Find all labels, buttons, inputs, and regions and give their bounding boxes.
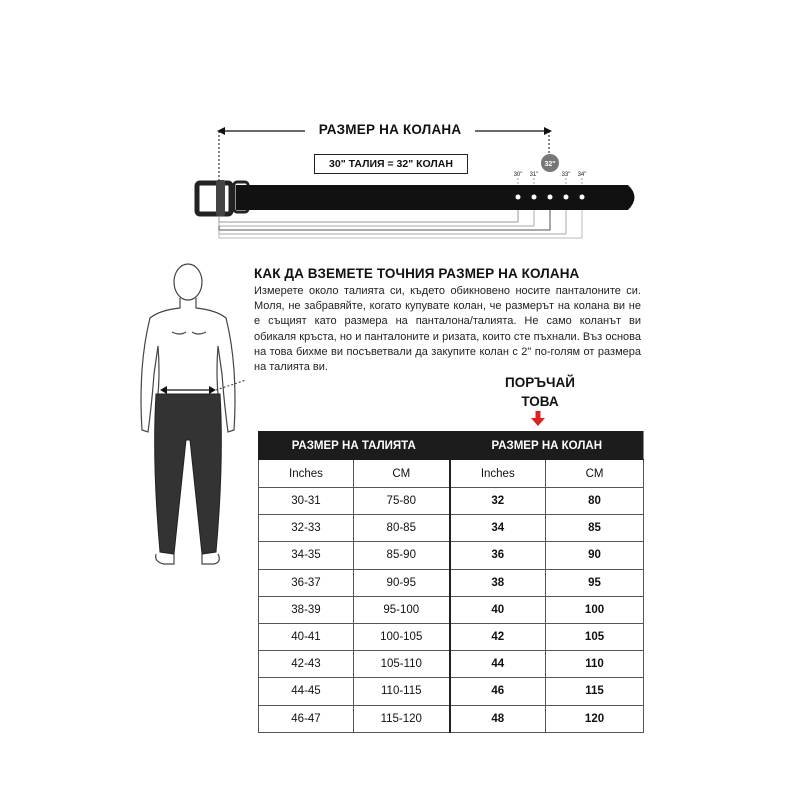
table-row — [259, 596, 644, 623]
belt-cm-cell: 85 — [546, 515, 644, 542]
waist-inches-cell: 30-31 — [259, 488, 354, 515]
size-guide-lines — [219, 210, 582, 238]
waist-inches-cell: 34-35 — [259, 542, 354, 569]
belt-cm-cell: 80 — [546, 488, 644, 515]
waist-size-header: РАЗМЕР НА ТАЛИЯТА — [259, 432, 450, 460]
table-row — [259, 488, 644, 515]
waist-inches-cell: 32-33 — [259, 515, 354, 542]
belt-inches-cell: 36 — [450, 542, 546, 569]
belt-inches-cell: 34 — [450, 515, 546, 542]
table-row — [259, 651, 644, 678]
size-table — [258, 431, 644, 733]
waist-inches-cell: 38-39 — [259, 596, 354, 623]
hole-label-31: 31" — [529, 172, 539, 178]
waist-inches-cell: 44-45 — [259, 678, 354, 705]
belt-length-arrow — [217, 127, 552, 238]
belt-cm-cell: 105 — [546, 623, 644, 650]
waist-cm-cell: 75-80 — [354, 488, 450, 515]
unit-header: Inches — [259, 460, 354, 488]
waist-inches-cell: 46-47 — [259, 705, 354, 732]
hole-label-30: 30" — [513, 172, 523, 178]
waist-cm-cell: 95-100 — [354, 596, 450, 623]
down-arrow-icon — [531, 411, 545, 426]
waist-cm-cell: 80-85 — [354, 515, 450, 542]
pants — [155, 394, 222, 554]
table-row — [259, 705, 644, 732]
waist-cm-cell: 115-120 — [354, 705, 450, 732]
table-row — [259, 678, 644, 705]
waist-cm-cell: 110-115 — [354, 678, 450, 705]
belt-inches-cell: 40 — [450, 596, 546, 623]
belt-cm-cell: 115 — [546, 678, 644, 705]
belt-strap — [236, 185, 635, 210]
belt-size-title: РАЗМЕР НА КОЛАНА — [305, 122, 475, 137]
waist-inches-cell: 36-37 — [259, 569, 354, 596]
order-this-label: ПОРЪЧАЙ ТОВА — [505, 375, 575, 409]
unit-header: CM — [546, 460, 644, 488]
person-figure — [130, 262, 250, 582]
belt-inches-cell: 38 — [450, 569, 546, 596]
table-row — [259, 569, 644, 596]
table-row — [259, 515, 644, 542]
instructions-title: КАК ДА ВЗЕМЕТЕ ТОЧНИЯ РАЗМЕР НА КОЛАНА — [254, 266, 580, 281]
unit-header: CM — [354, 460, 450, 488]
belt-inches-cell: 44 — [450, 651, 546, 678]
belt-inches-cell: 48 — [450, 705, 546, 732]
unit-header: Inches — [450, 460, 546, 488]
belt-cm-cell: 110 — [546, 651, 644, 678]
table-unit-header-row — [259, 460, 644, 488]
table-row — [259, 623, 644, 650]
waist-inches-cell: 40-41 — [259, 623, 354, 650]
waist-to-belt-equation: 30" ТАЛИЯ = 32" КОЛАН — [314, 154, 468, 174]
waist-inches-cell: 42-43 — [259, 651, 354, 678]
table-group-header-row — [259, 432, 644, 460]
hole-label-33: 33" — [561, 172, 571, 178]
belt-cm-cell: 120 — [546, 705, 644, 732]
waist-measure-arrow — [160, 386, 216, 394]
waist-pointer-line — [216, 376, 248, 396]
belt-cm-cell: 90 — [546, 542, 644, 569]
hole-label-32: 32" — [544, 161, 556, 168]
hole-label-34: 34" — [577, 172, 587, 178]
belt-cm-cell: 100 — [546, 596, 644, 623]
belt-size-header: РАЗМЕР НА КОЛАН — [450, 432, 644, 460]
instructions-body: Измерете около талията си, където обикновено носите панталоните си. Моля, не забравяйте, когато купувате колан, че размерът на колана ви не е същият като размера на панталона/талията. Не само коланът ви обикаля кръста, но и панталоните и ризата, които сте пъхнали. Въз основа на това бихме ви посъветвали да закупите колан с 2" по-голям от размера на талията ви. — [254, 285, 641, 374]
belt-cm-cell: 95 — [546, 569, 644, 596]
belt-inches-cell: 46 — [450, 678, 546, 705]
belt-inches-cell: 32 — [450, 488, 546, 515]
waist-cm-cell: 105-110 — [354, 651, 450, 678]
waist-cm-cell: 90-95 — [354, 569, 450, 596]
table-row — [259, 542, 644, 569]
belt-inches-cell: 42 — [450, 623, 546, 650]
waist-cm-cell: 100-105 — [354, 623, 450, 650]
waist-cm-cell: 85-90 — [354, 542, 450, 569]
